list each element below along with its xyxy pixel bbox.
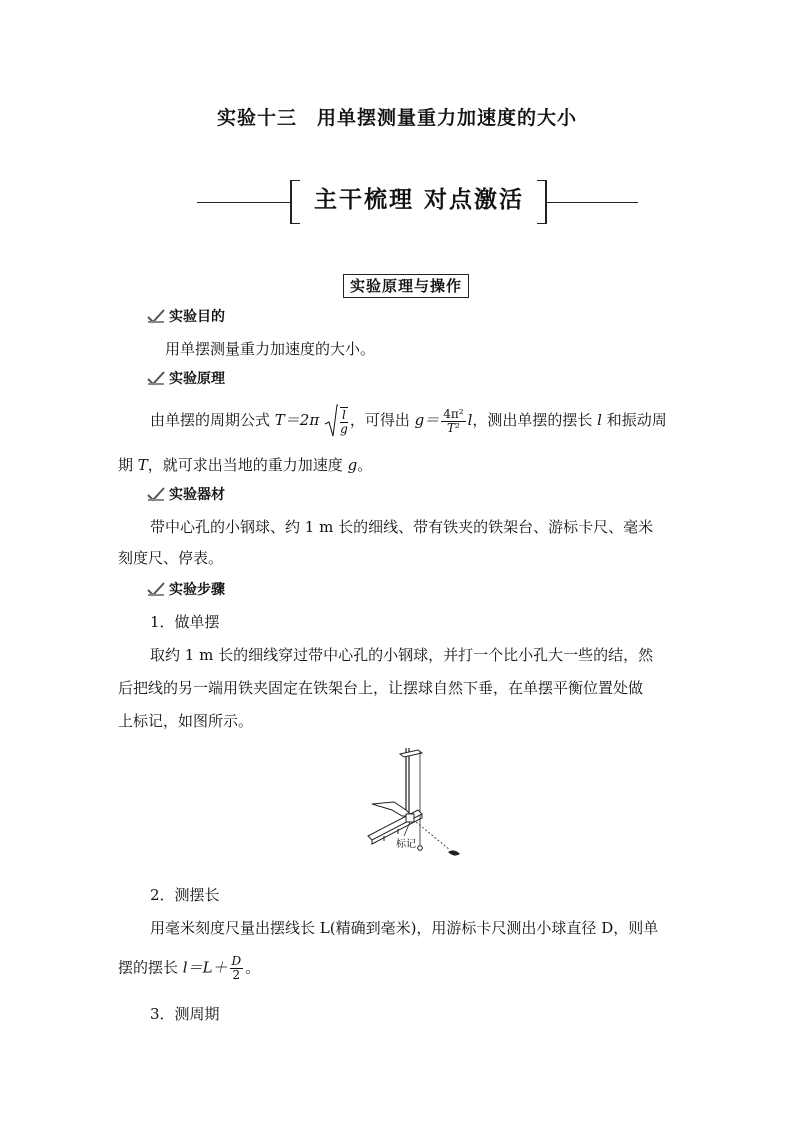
principle-text-2: ，可得出 <box>349 411 415 429</box>
principle-text-1: 由单摆的周期公式 <box>150 411 275 429</box>
heading-principle <box>147 368 225 388</box>
heading-equipment <box>147 484 225 504</box>
g-fraction-denominator: T² <box>446 420 460 435</box>
section-banner: 主干梳理 对点激活 <box>313 186 524 213</box>
step-2-line-1: 用毫米刻度尺量出摆线长 L(精确到毫米)，用游标卡尺测出小球直径 D，则单 <box>150 919 659 937</box>
formula-g: g＝ <box>414 411 440 429</box>
banner-right-rule <box>547 202 638 203</box>
sqrt-expression <box>324 404 350 438</box>
formula-length: l＝L＋ <box>182 958 228 977</box>
step-2-text-b: 。 <box>245 958 261 977</box>
sqrt-numerator: l <box>341 407 346 422</box>
page-title: 实验十三 用单摆测量重力加速度的大小 <box>216 107 577 129</box>
check-pencil-icon <box>147 308 165 324</box>
figure-label-mark: 标记 <box>396 839 416 850</box>
principle-line-1 <box>150 404 667 438</box>
principle-line-2 <box>118 455 372 475</box>
length-fraction-denominator: 2 <box>232 968 241 982</box>
step-3-title: 3．测周期 <box>150 1005 220 1023</box>
purpose-text: 用单摆测量重力加速度的大小。 <box>165 340 376 358</box>
heading-equipment-label: 实验器材 <box>169 487 225 503</box>
boxed-subtitle: 实验原理与操作 <box>343 274 469 298</box>
sqrt-denominator: g <box>340 421 348 436</box>
step-2-line-2 <box>118 955 260 982</box>
heading-purpose <box>147 306 225 326</box>
principle-text-6: ，就可求出当地的重力加速度 <box>147 456 348 474</box>
formula-period: T＝2π <box>274 411 320 429</box>
check-pencil-icon <box>147 581 165 597</box>
heading-principle-label: 实验原理 <box>169 371 225 387</box>
length-fraction-numerator: D <box>231 954 242 968</box>
equipment-line-1: 带中心孔的小钢球、约 1 m 长的细线、带有铁夹的铁架台、游标卡尺、毫米 <box>150 518 654 536</box>
principle-text-5: 期 <box>118 456 138 474</box>
banner-left-rule <box>197 202 290 203</box>
step-1-title: 1．做单摆 <box>150 613 220 631</box>
length-fraction <box>230 955 244 982</box>
banner-right-bracket <box>537 180 547 224</box>
g-fraction-tail: l <box>467 411 473 429</box>
check-pencil-icon <box>147 486 165 502</box>
sqrt-sign <box>324 404 338 438</box>
g-fraction-numerator: 4π² <box>443 406 464 421</box>
variable-g: g <box>347 456 358 474</box>
principle-text-3: ，测出单摆的摆长 <box>472 411 598 429</box>
step-2-title: 2．测摆长 <box>150 886 220 904</box>
equipment-line-2: 刻度尺、停表。 <box>118 549 224 567</box>
g-fraction <box>441 408 465 435</box>
variable-l: l <box>597 411 602 429</box>
principle-text-7: 。 <box>357 456 373 474</box>
heading-steps <box>147 579 225 599</box>
step-2-text-a: 摆的摆长 <box>118 958 183 977</box>
check-pencil-icon <box>147 370 165 386</box>
sqrt-fraction <box>340 407 348 436</box>
step-1-line-2: 后把线的另一端用铁夹固定在铁架台上，让摆球自然下垂，在单摆平衡位置处做 <box>118 679 644 697</box>
principle-text-4: 和振动周 <box>601 411 667 429</box>
step-1-line-1: 取约 1 m 长的细线穿过带中心孔的小钢球，并打一个比小孔大一些的结，然 <box>150 646 654 664</box>
heading-purpose-label: 实验目的 <box>169 309 225 325</box>
variable-T: T <box>137 456 148 474</box>
heading-steps-label: 实验步骤 <box>169 582 225 598</box>
step-1-line-3: 上标记，如图所示。 <box>118 712 254 730</box>
